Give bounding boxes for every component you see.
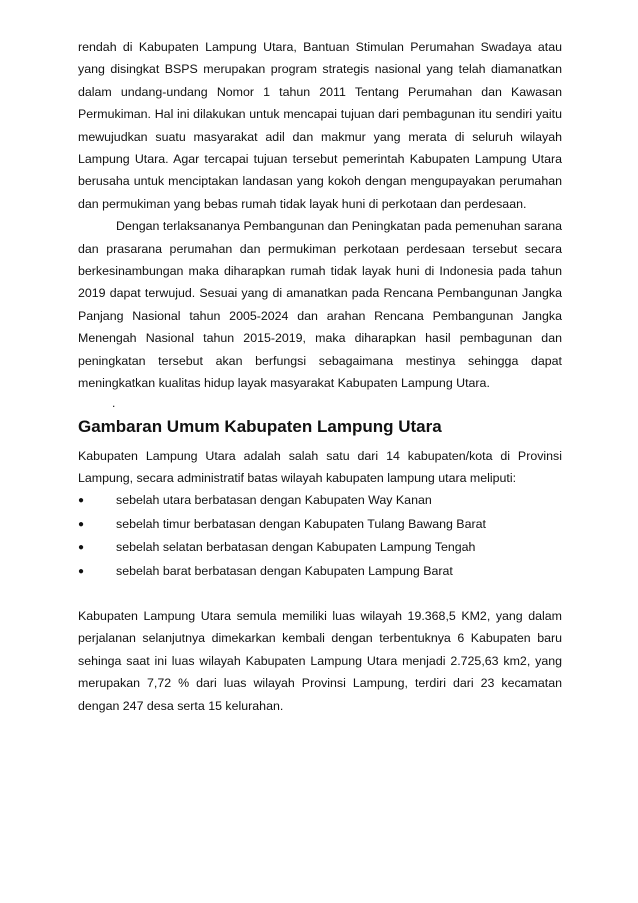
document-page [78, 36, 562, 717]
list-item-text: sebelah barat berbatasan dengan Kabupaten Lampung Barat [116, 563, 453, 578]
list-item-text: sebelah timur berbatasan dengan Kabupaten Tulang Bawang Barat [116, 516, 486, 531]
section-heading: Gambaran Umum Kabupaten Lampung Utara [78, 416, 442, 436]
paragraph-4: Kabupaten Lampung Utara semula memiliki luas wilayah 19.368,5 KM2, yang dalam perjalanan selanjutnya dimekarkan kembali dengan terbentuknya 6 Kabupaten baru sehinga saat ini luas wilayah Kabupaten Lampung Utara menjadi 2.725,63 km2, yang merupakan 7,72 % dari luas wilayah Provinsi Lampung, terdiri dari 23 kecamatan dengan 247 desa serta 15 kelurahan. [78, 608, 562, 713]
list-item-text: sebelah utara berbatasan dengan Kabupaten Way Kanan [116, 493, 432, 508]
list-item [78, 489, 562, 512]
list-item [78, 560, 562, 583]
bullet-icon: ● [78, 542, 85, 554]
bullet-icon: ● [78, 518, 85, 530]
list-item [78, 536, 562, 559]
bullet-icon: ● [78, 565, 85, 577]
stray-mark: . [112, 395, 116, 410]
paragraph-1: rendah di Kabupaten Lampung Utara, Bantuan Stimulan Perumahan Swadaya atau yang disingkat BSPS merupakan program strategis nasional yang telah diamanatkan dalam undang-undang Nomor 1 tahun 2011 Tentang Perumahan dan Kawasan Permukiman. Hal ini dilakukan untuk mencapai tujuan dari pembagunan itu sendiri yaitu mewujudkan suatu masyarakat adil dan makmur yang merata di seluruh wilayah Lampung Utara. Agar tercapai tujuan tersebut pemerintah Kabupaten Lampung Utara berusaha untuk menciptakan landasan yang kokoh dengan mengupayakan perumahan dan permukiman yang bebas rumah tidak layak huni di perkotaan dan perdesaan. [78, 40, 562, 211]
list-item-text: sebelah selatan berbatasan dengan Kabupaten Lampung Tengah [116, 540, 476, 555]
list-item [78, 513, 562, 536]
paragraph-3: Kabupaten Lampung Utara adalah salah satu dari 14 kabupaten/kota di Provinsi Lampung, secara administratif batas wilayah kabupaten lampung utara meliputi: [78, 448, 562, 485]
spacer [78, 583, 562, 605]
bullet-icon: ● [78, 495, 85, 507]
boundary-list [78, 489, 562, 583]
paragraph-2: Dengan terlaksananya Pembangunan dan Peningkatan pada pemenuhan sarana dan prasarana perumahan dan permukiman perkotaan perdesaan tersebut secara berkesinambungan maka diharapkan rumah tidak layak huni di Indonesia pada tahun 2019 dapat terwujud. Sesuai yang di amanatkan pada Rencana Pembangunan Jangka Panjang Nasional tahun 2005-2024 dan arahan Rencana Pembangunan Jangka Menengah Nasional tahun 2015-2019, maka diharapkan hasil pembagunan dan peningkatan tersebut akan berfungsi sebagaimana mestinya sehingga dapat meningkatkan kualitas hidup layak masyarakat Kabupaten Lampung Utara. [78, 219, 562, 391]
